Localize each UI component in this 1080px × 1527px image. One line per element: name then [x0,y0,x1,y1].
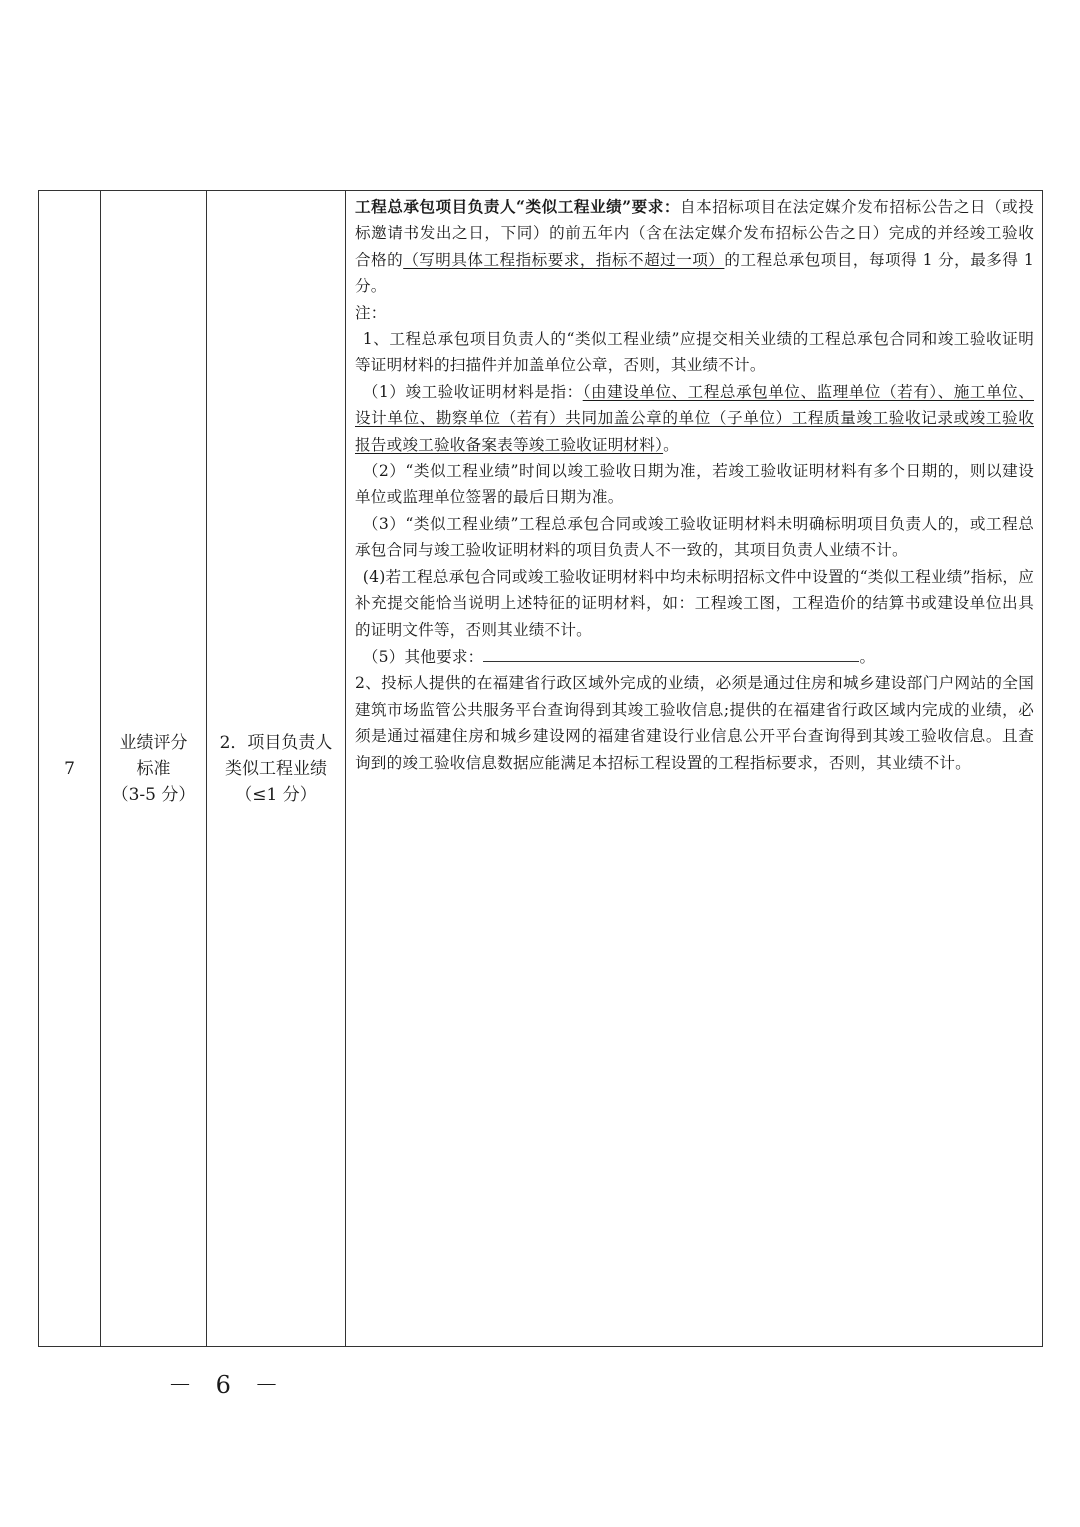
sub-note-1-label: （1）竣工验收证明材料是指： [362,382,583,401]
note-2: 2、投标人提供的在福建省行政区域外完成的业绩，必须是通过住房和城乡建设部门户网站的全国建筑市场监管公共服务平台查询得到其竣工验收信息;提供的在福建省行政区域内完成的业绩，必须是通过福建住房和城乡建设网的福建省建设行业信息公开平台查询得到其竣工验收信息。且查询到的竣工验收信息数据应能满足本招标工程设置的工程指标要求，否则，其业绩不计。 [355,674,1034,772]
requirement-text-a: 自本招标项目在法定媒介发布招标公告之日（或投标邀请书发出之日，下同）的前五年内（含在法定媒介发布招标公告之日）完成的并经竣工验收合格的 [355,198,1035,269]
scoring-table [38,190,1043,1347]
category-cell [101,191,207,1347]
category-score-range: （3-5 分） [111,784,196,805]
note-1: 1、工程总承包项目负责人的“类似工程业绩”应提交相关业绩的工程总承包合同和竣工验收证明等证明材料的扫描件并加盖单位公章，否则，其业绩不计。 [355,330,1034,375]
table-row [39,191,1043,1347]
note-label: 注： [355,303,387,322]
page-number: － 6 － [168,1371,287,1399]
requirement-text-b: 的工程总承包项目，每项得 1 分，最多得 1 分。 [355,250,1034,296]
requirement-underlined-placeholder: （写明具体工程指标要求，指标不超过一项） [403,250,725,269]
requirements-cell [346,191,1043,1347]
category-line-2: 标准 [136,758,171,779]
sub-note-4: (4)若工程总承包合同或竣工验收证明材料中均未标明招标文件中设置的“类似工程业绩”指标，应补充提交能恰当说明上述特征的证明材料，如：工程竣工图，工程造价的结算书或建设单位出具的证明文件等，否则其业绩不计。 [355,567,1034,639]
sub-note-5-end: 。 [859,647,876,666]
sub-note-3: （3）“类似工程业绩”工程总承包合同或竣工验收证明材料未明确标明项目负责人的，或工程总承包合同与竣工验收证明材料的项目负责人不一致的，其项目负责人业绩不计。 [355,514,1034,560]
requirement-heading: 工程总承包项目负责人“类似工程业绩”要求： [355,197,680,216]
requirement-paragraph [355,194,1034,300]
item-cell [207,191,346,1347]
sub-note-1-end: 。 [663,435,679,454]
row-number: 7 [64,758,75,779]
sub-note-1-underlined: （由建设单位、工程总承包单位、监理单位（若有）、施工单位、设计单位、勘察单位（若有）共同加盖公章的单位（子单位）工程质量竣工验收记录或竣工验收报告或竣工验收备案表等竣工验收证明材料） [355,382,1034,454]
sub-note-5-label: （5）其他要求： [362,647,484,666]
category-line-1: 业绩评分 [119,732,188,753]
requirements-text [346,191,1042,776]
sub-note-1 [355,379,1034,458]
sub-note-2: （2）“类似工程业绩”时间以竣工验收日期为准，若竣工验收证明材料有多个日期的，则以建设单位或监理单位签署的最后日期为准。 [355,462,1034,507]
fill-in-blank [483,643,859,662]
item-score-limit: （≤1 分） [235,784,317,805]
item-line-2: 类似工程业绩 [225,758,327,779]
row-number-cell [39,191,101,1347]
item-line-1: 2．项目负责人 [219,732,333,753]
sub-note-5 [355,643,1034,670]
